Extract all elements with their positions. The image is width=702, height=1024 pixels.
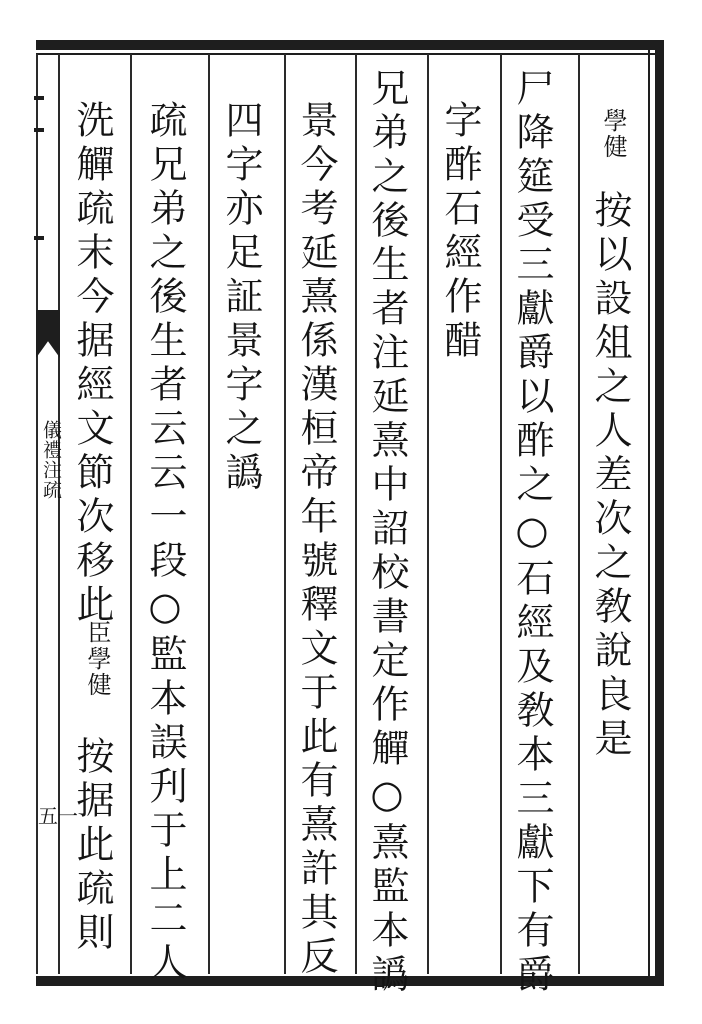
column-3-text: 字酢石經作醋	[438, 100, 482, 364]
column-rule	[427, 54, 429, 974]
margin-dot	[34, 96, 44, 100]
column-rule	[208, 54, 210, 974]
page-border-right-inner	[648, 50, 650, 980]
column-8-tail: 按据此疏則	[70, 736, 114, 956]
column-8-note: 臣學健	[83, 620, 111, 698]
margin-page-number: 五一	[38, 804, 78, 828]
column-2-text: 尸降筵受三獻爵以酢之○石經及敎本三獻下有爵	[510, 68, 554, 998]
margin-dot	[34, 128, 44, 132]
page-border-bottom	[36, 976, 664, 986]
column-1-text: 按以設俎之人差次之敎說良是	[588, 190, 632, 762]
column-rule	[355, 54, 357, 974]
margin-rule-outer	[36, 54, 38, 974]
page-border-right	[655, 40, 664, 986]
margin-book-title: 儀禮注疏	[40, 420, 62, 500]
margin-dot	[34, 236, 44, 240]
column-rule	[500, 54, 502, 974]
margin-rule-inner	[58, 54, 60, 974]
fish-tail-mark	[36, 310, 60, 358]
column-7-text: 疏兄弟之後生者云云一段○監本誤刋于上二人	[143, 100, 187, 986]
column-6-text: 四字亦足証景字之譌	[219, 100, 263, 496]
column-rule	[578, 54, 580, 974]
column-8-text: 洗觶疏末今据經文節次移此	[70, 100, 114, 628]
column-5-text: 景今考延熹係漢桓帝年號釋文于此有熹許其反	[294, 100, 338, 980]
column-1-lead: 學健	[599, 108, 627, 160]
column-rule	[130, 54, 132, 974]
column-rule	[284, 54, 286, 974]
page-border-top	[36, 40, 660, 50]
column-4-text: 兄弟之後生者注延熹中詔校書定作觶○熹監本譌	[365, 68, 409, 998]
